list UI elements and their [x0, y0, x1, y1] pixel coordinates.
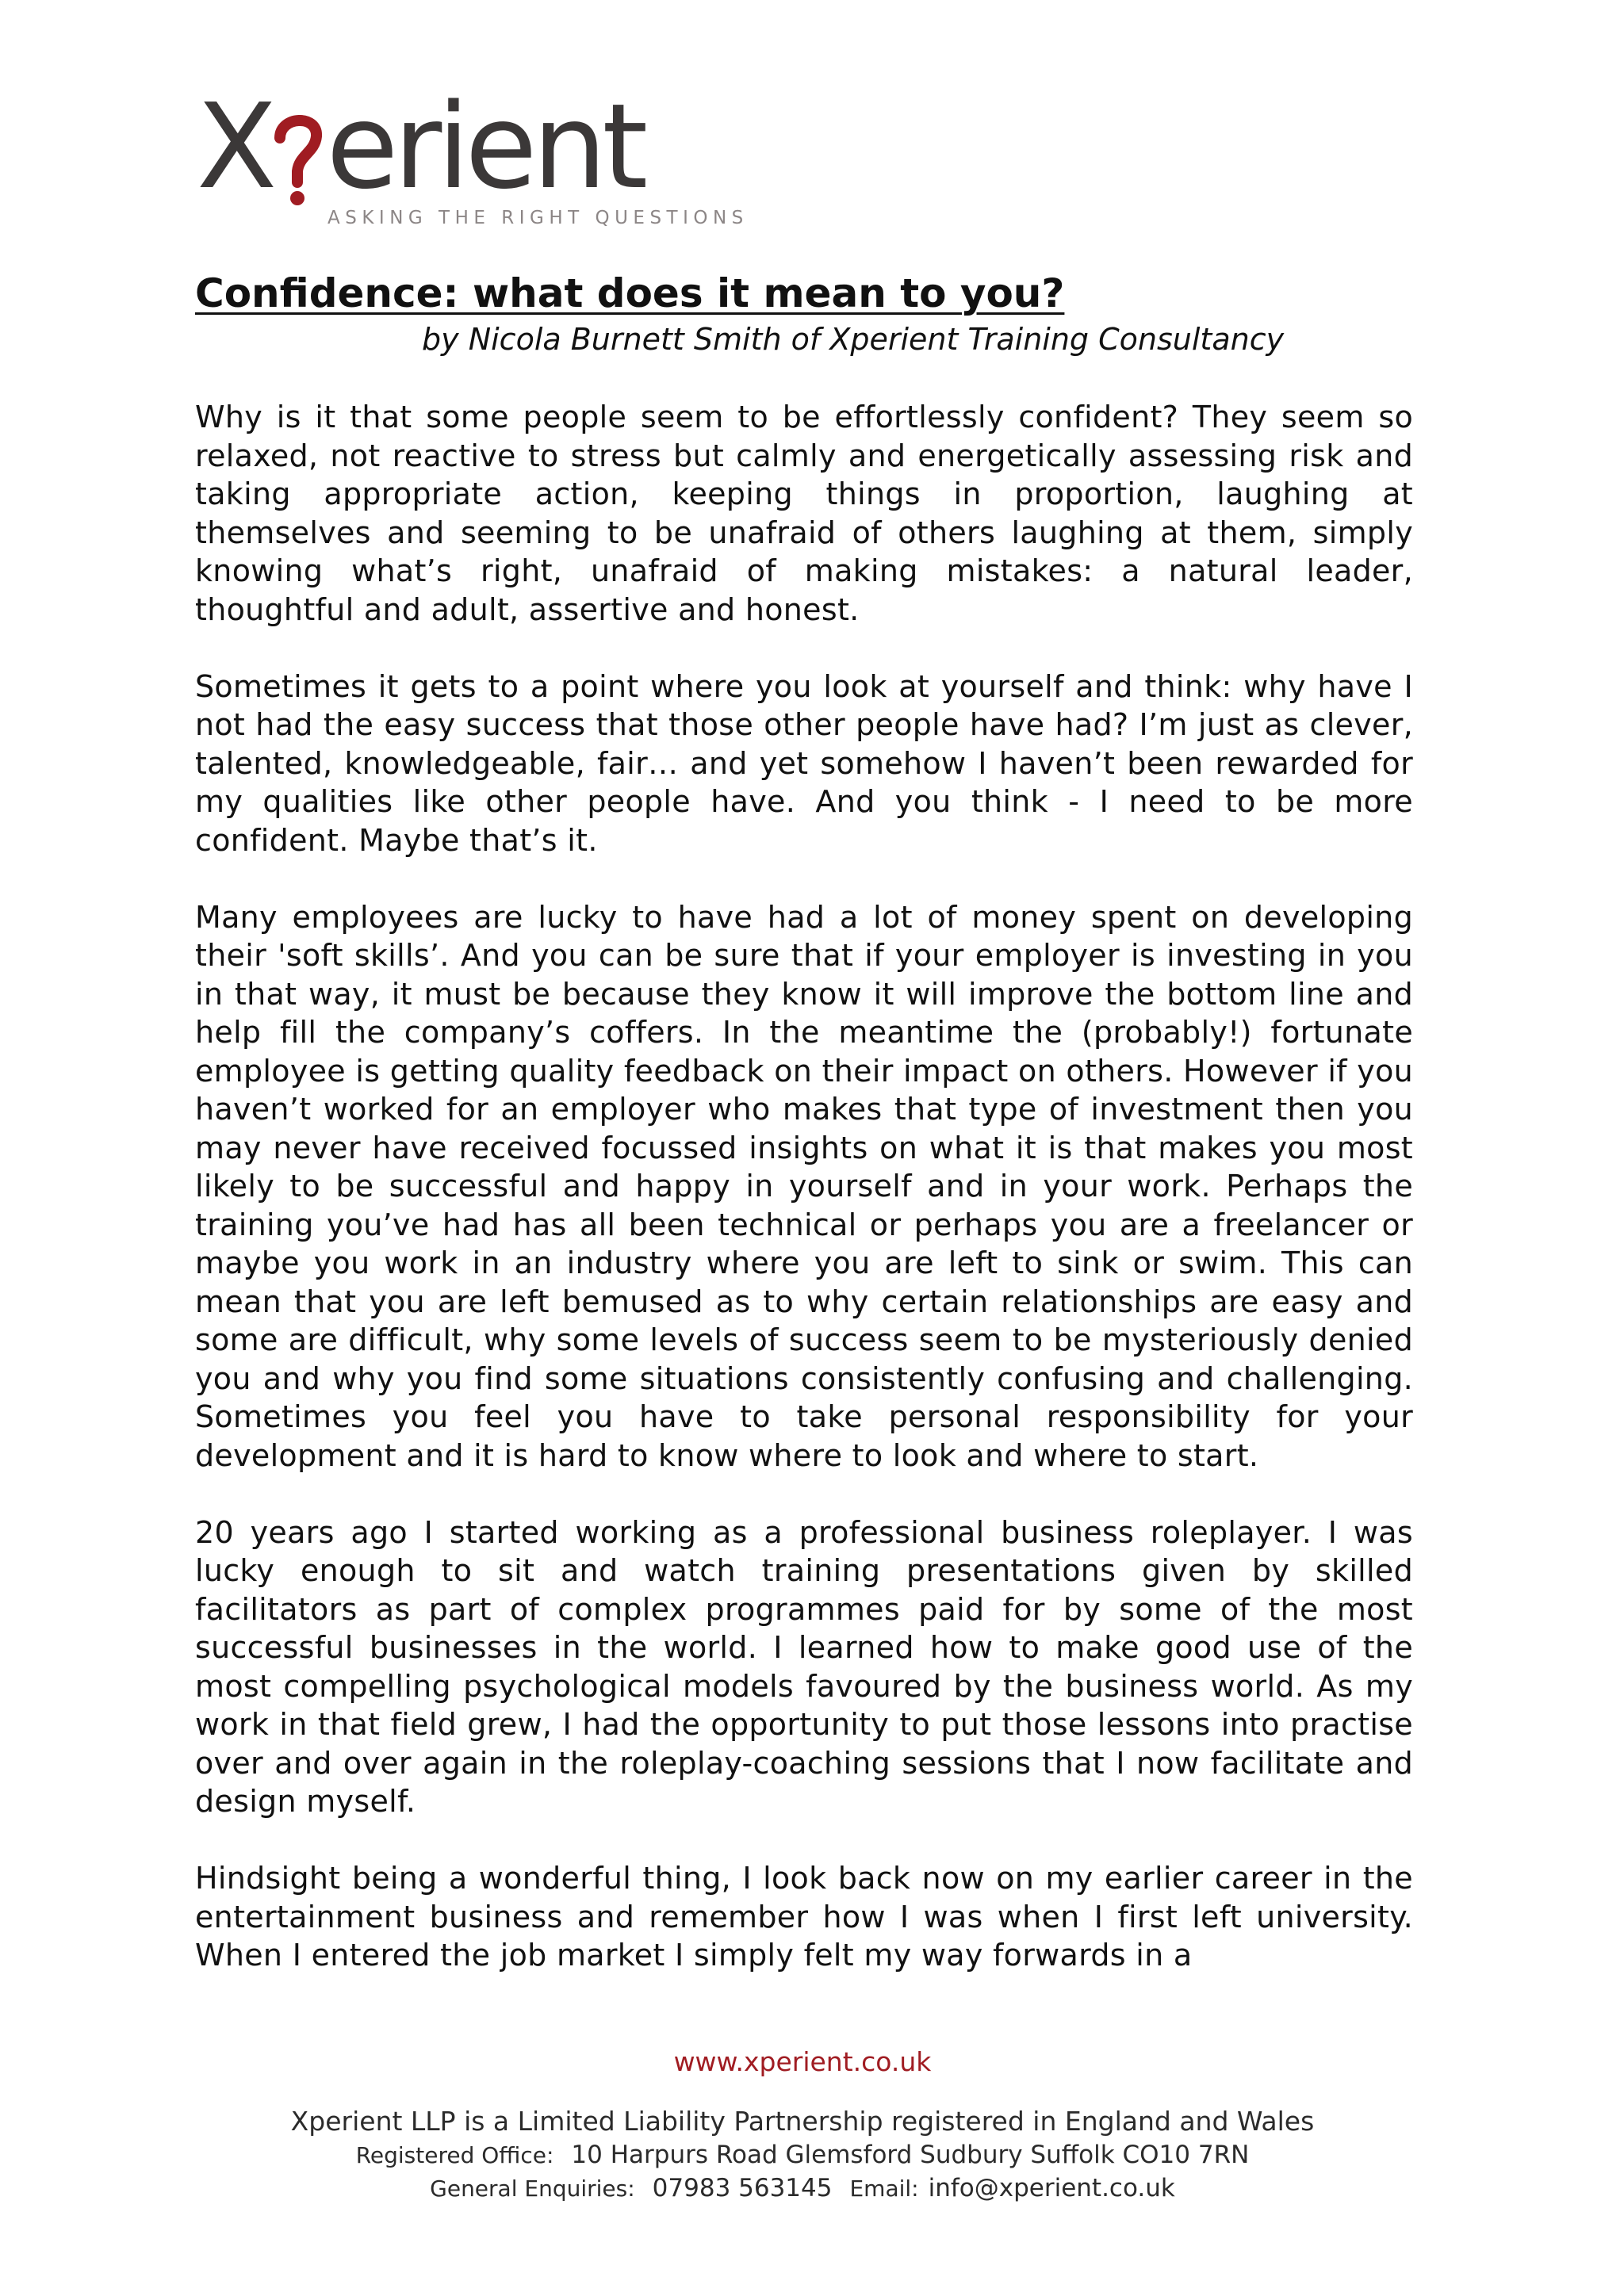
- paragraph: Sometimes it gets to a point where you look at yourself and think: why have I not had the easy success that those other people have had? I’m just as clever, talented, knowledgeable, fair… and yet somehow I haven’t been rewarded for my qualities like other people have. And you think - I need to be more confident. Maybe that’s it.: [195, 668, 1413, 858]
- xperient-logo: [197, 78, 749, 238]
- author-byline: by Nicola Burnett Smith of Xperient Training Consultancy: [422, 322, 1285, 357]
- email-address[interactable]: info@xperient.co.uk: [928, 2174, 1175, 2202]
- paragraph-last: Hindsight being a wonderful thing, I look back now on my earlier career in the entertainment business and remember how I was when I first left university. When I entered the job market I simply felt my way forwards in a: [195, 1861, 1413, 1973]
- phone-number: 07983 563145: [652, 2174, 833, 2202]
- registered-office: [0, 2139, 1605, 2172]
- logo-letter-x: X: [197, 78, 273, 215]
- question-mark-icon: [272, 87, 324, 206]
- logo-tagline: ASKING THE RIGHT QUESTIONS: [327, 208, 749, 228]
- office-label: Registered Office:: [355, 2142, 554, 2168]
- paragraph: 20 years ago I started working as a professional business roleplayer. I was lucky enough to sit and watch training presentations given by skilled facilitators as part of complex programmes paid for by some of the most successful businesses in the world. I learned how to make good use of the most compelling psychological models favoured by the business world. As my work in that field grew, I had the opportunity to put those lessons into practise over and over again in the roleplay-coaching sessions that I now facilitate and design myself.: [195, 1514, 1413, 1819]
- logo-wordmark: [197, 78, 644, 215]
- legal-notice: Xperient LLP is a Limited Liability Partnership registered in England and Wales: [290, 2106, 1315, 2137]
- paragraph: Many employees are lucky to have had a lot of money spent on developing their 'soft skills’. And you can be sure that if your employer is investing in you in that way, it must be because they know it will improve the bottom line and help fill the company’s coffers. In the meantime the (probably!) fortunate employee is getting quality feedback on their impact on others. However if you haven’t worked for an employer who makes that type of investment then you may never have received focussed insights on what it is that makes you most likely to be successful and happy in yourself and in your work. Perhaps the training you’ve had has all been technical or perhaps you are a freelancer or maybe you work in an industry where you are left to sink or swim. This can mean that you are left bemused as to why certain relationships are easy and some are difficult, why some levels of success seem to be mysteriously denied you and why you find some situations consistently confusing and challenging. Sometimes you feel you have to take personal responsibility for your development and it is hard to know where to look and where to start.: [195, 899, 1413, 1473]
- website-link[interactable]: www.xperient.co.uk: [673, 2046, 932, 2077]
- contact-details: [0, 2172, 1605, 2205]
- page-title: Confidence: what does it mean to you?: [195, 270, 1065, 316]
- paragraph: Why is it that some people seem to be effortlessly confident? They seem so relaxed, not reactive to stress but calmly and energetically assessing risk and taking appropriate action, keeping things in proportion, laughing at themselves and seeming to be unafraid of others laughing at them, simply knowing what’s right, unafraid of making mistakes: a natural leader, thoughtful and adult, assertive and honest.: [195, 400, 1413, 627]
- email-label: Email:: [849, 2175, 919, 2202]
- enquiries-label: General Enquiries:: [430, 2175, 635, 2202]
- article-body: [195, 398, 1413, 2013]
- logo-letters-erient: erient: [326, 78, 644, 215]
- office-address: 10 Harpurs Road Glemsford Sudbury Suffolk CO10 7RN: [571, 2141, 1250, 2169]
